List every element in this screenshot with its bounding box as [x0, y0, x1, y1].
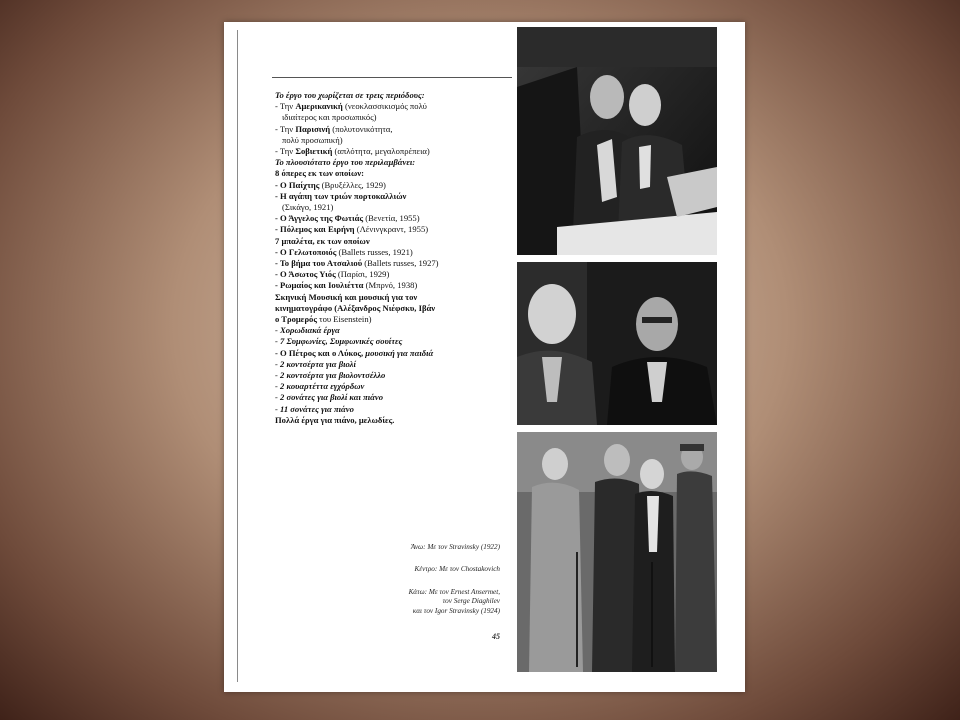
works-list-text: (Βρυξέλλες, 1929) — [319, 179, 386, 190]
works-list-line — [275, 146, 515, 157]
works-list-line — [275, 404, 515, 415]
photo-with-chostakovich — [517, 262, 717, 425]
works-list — [275, 90, 515, 426]
works-list-text: (Ballets russes, 1927) — [362, 258, 439, 269]
works-list-line — [275, 258, 515, 269]
works-list-line — [275, 415, 515, 426]
works-list-text: - Χορωδιακά έργα — [275, 325, 340, 336]
works-list-line — [275, 303, 515, 314]
works-list-text: Σκηνική Μουσική και μουσική για τον — [275, 291, 418, 302]
works-list-text: Το πλουσιότατο έργο του περιλαμβάνει: — [275, 157, 416, 168]
works-list-line — [275, 247, 515, 258]
works-list-text: - Την — [275, 146, 296, 157]
photo-caption-line: Άνω: Με τον Stravinsky (1922) — [410, 543, 500, 551]
photo-with-stravinsky — [517, 27, 717, 255]
works-list-line — [275, 325, 515, 336]
works-list-line — [275, 168, 515, 179]
works-list-text: (απλότητα, μεγαλοπρέπεια) — [332, 146, 430, 157]
works-list-text: (νεοκλασσικισμός πολύ — [342, 101, 427, 112]
works-list-line — [275, 224, 515, 235]
works-list-line — [275, 336, 515, 347]
works-list-text: - Ρωμαίος και Ιουλιέττα — [275, 280, 364, 291]
works-list-text: 8 όπερες εκ των οποίων: — [275, 168, 364, 179]
works-list-text: - Ο Άγγελος της Φωτιάς — [275, 213, 364, 224]
works-list-line — [275, 370, 515, 381]
works-list-line — [275, 359, 515, 370]
works-list-text: - Ο Άσωτος Υιός — [275, 269, 336, 280]
photo-captions — [300, 543, 500, 629]
works-list-text: (Παρίσι, 1929) — [335, 269, 390, 280]
page-binding-edge — [237, 30, 238, 682]
works-list-text: - 7 Συμφωνίες, Συμφωνικές σουίτες — [275, 336, 403, 347]
works-list-line — [275, 236, 515, 247]
photo-caption — [300, 588, 500, 616]
works-list-text: - 2 κοντσέρτα για βιολοντσέλλο — [275, 370, 386, 381]
works-list-text: πολύ προσωπική) — [282, 134, 343, 145]
works-list-text: - 11 σονάτες για πιάνο — [275, 403, 354, 414]
works-list-line — [275, 314, 515, 325]
works-list-text: - 2 κοντσέρτα για βιολί — [275, 358, 356, 369]
works-list-text: (Μπρνό, 1938) — [363, 280, 418, 291]
works-list-text: - Ο Παίχτης — [275, 179, 320, 190]
works-list-line — [275, 280, 515, 291]
photo-caption — [300, 565, 500, 574]
works-list-text: 7 μπαλέτα, εκ των οποίων — [275, 235, 370, 246]
works-list-text: (Σικάγο, 1921) — [282, 202, 334, 213]
works-list-line — [275, 392, 515, 403]
works-list-line — [275, 292, 515, 303]
photo-caption-line: και τον Igor Stravinsky (1924) — [412, 606, 500, 615]
works-list-text: Το έργο του χωρίζεται σε τρεις περιόδους: — [275, 90, 425, 100]
works-list-line — [275, 135, 515, 146]
works-list-text: - Η αγάπη των τριών πορτοκαλλιών — [275, 190, 407, 201]
works-list-text: (πολυτονικότητα, — [330, 123, 393, 134]
photo-caption — [300, 543, 500, 552]
photo-caption-line: Κέντρο: Με τον Chostakovich — [414, 565, 500, 574]
works-list-text: Σοβιετική — [295, 146, 333, 157]
works-list-line — [275, 124, 515, 135]
photo-caption-line: τον Serge Diaghilev — [442, 597, 500, 606]
works-list-text: - Την — [275, 123, 296, 134]
works-list-text: κινηματογράφο (Αλέξανδρος Νιέφσκυ, Ιβάν — [275, 302, 436, 313]
works-list-line — [275, 90, 515, 101]
works-list-line — [275, 381, 515, 392]
works-list-text: - Ο Πέτρος και ο Λύκος, — [275, 347, 366, 358]
works-list-text: - Πόλεμος και Ειρήνη — [275, 224, 355, 235]
works-list-text: (Ballets russes, 1921) — [336, 246, 413, 257]
works-list-line — [275, 213, 515, 224]
works-list-text: του Eisenstein) — [316, 314, 372, 325]
photo-with-ansermet-diaghilev-stravinsky — [517, 432, 717, 672]
works-list-text: Παρισινή — [295, 123, 331, 134]
works-list-text: - Την — [275, 101, 296, 112]
works-list-line — [275, 191, 515, 202]
works-list-line — [275, 101, 515, 112]
photo-caption-line: Κάτω: Με τον Ernest Ansermet, — [408, 587, 500, 596]
works-list-line — [275, 157, 515, 168]
works-list-line — [275, 112, 515, 123]
page-number: 45 — [492, 632, 500, 641]
works-list-text: ιδιαίτερος και προσωπικός) — [282, 112, 377, 123]
works-list-text: - Ο Γελωτοποιός — [275, 246, 337, 257]
works-list-text: ο Τρομερός — [275, 314, 317, 325]
works-list-text: - 2 σονάτες για βιολί και πιάνο — [275, 392, 384, 403]
works-list-text: (Βενετία, 1955) — [363, 213, 420, 224]
works-list-line — [275, 202, 515, 213]
works-list-line — [275, 348, 515, 359]
works-list-text: Αμερικανική — [295, 101, 343, 112]
works-list-line — [275, 269, 515, 280]
works-list-text: Πολλά έργα για πιάνο, μελωδίες. — [275, 414, 395, 425]
works-list-text: (Λένινγκραντ, 1955) — [354, 224, 429, 235]
works-list-line — [275, 180, 515, 191]
top-rule — [272, 77, 512, 78]
works-list-text: - 2 κουαρτέττα εγχόρδων — [275, 381, 365, 392]
works-list-text: μουσική για παιδιά — [365, 347, 434, 358]
works-list-text: - Το βήμα του Ατσαλιού — [275, 258, 363, 269]
